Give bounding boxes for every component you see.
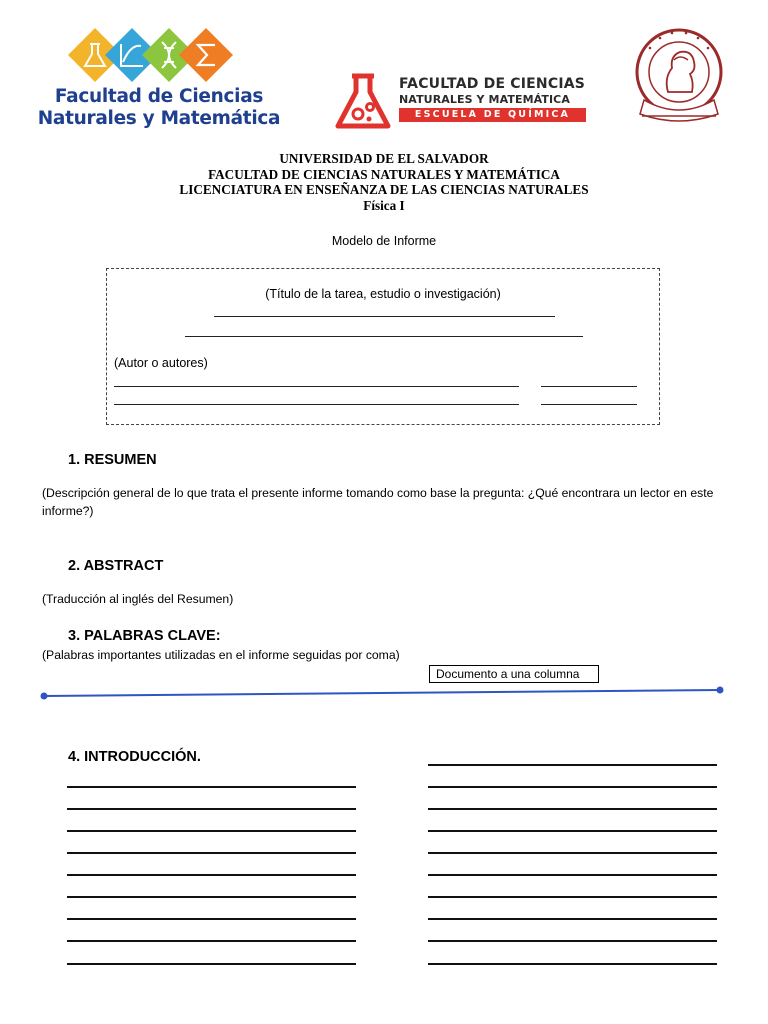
section-heading-resumen: 1. RESUMEN [68,452,157,468]
writing-line [428,808,717,810]
writing-line [428,830,717,832]
section-heading-palabras-clave: 3. PALABRAS CLAVE: [68,628,221,644]
sigma-icon [179,28,233,82]
author-id-blank-line [541,386,637,387]
title-line: Física I [363,197,405,213]
writing-line [428,963,717,965]
author-blank-line [114,386,519,387]
writing-line [428,940,717,942]
faculty-logo-diamonds [66,26,236,84]
writing-line [67,940,356,942]
writing-line [67,830,356,832]
writing-line [67,963,356,965]
section-heading-abstract: 2. ABSTRACT [68,558,164,574]
title-blank-line [185,336,583,337]
chemistry-logo-band: ESCUELA DE QUÍMICA [399,108,586,122]
document-subtitle: Modelo de Informe [331,234,437,248]
title-hint: (Título de la tarea, estudio o investigación) [265,287,501,301]
writing-line [67,852,356,854]
writing-line [67,874,356,876]
writing-line [67,786,356,788]
section-text-abstract: (Traducción al inglés del Resumen) [42,592,234,606]
chemistry-logo-line2: NATURALES Y MATEMÁTICA [399,93,570,106]
writing-line [428,786,717,788]
writing-line [428,874,717,876]
column-note-textbox: Documento a una columna [429,665,599,683]
section-heading-introduccion: 4. INTRODUCCIÓN. [68,749,201,765]
chemistry-logo-line1: FACULTAD DE CIENCIAS [399,76,586,92]
writing-line [428,852,717,854]
author-blank-line [114,404,519,405]
writing-line [67,918,356,920]
section-text-resumen: (Descripción general de lo que trata el presente informe tomando como base la pregunta: ¿Qué encontrara un lector en este informe?) [42,486,714,518]
title-line: FACULTAD DE CIENCIAS NATURALES Y MATEMÁTICA [208,166,560,182]
writing-line [428,764,717,766]
writing-line [428,896,717,898]
title-line: UNIVERSIDAD DE EL SALVADOR [279,151,489,166]
title-line: LICENCIATURA EN ENSEÑANZA DE LAS CIENCIAS NATURALES [179,182,589,197]
document-title-block [0,151,768,213]
university-seal [630,26,728,126]
writing-line [428,918,717,920]
author-id-blank-line [541,404,637,405]
chemistry-flask-icon [332,72,394,132]
author-hint: (Autor o autores) [114,356,208,370]
faculty-logo-text: Facultad de Ciencias Naturales y Matemática [37,86,281,129]
section-divider-line [40,686,724,700]
writing-line [67,808,356,810]
writing-line [67,896,356,898]
section-text-palabras-clave: (Palabras importantes utilizadas en el informe seguidas por coma) [42,648,400,662]
title-blank-line [214,316,555,317]
